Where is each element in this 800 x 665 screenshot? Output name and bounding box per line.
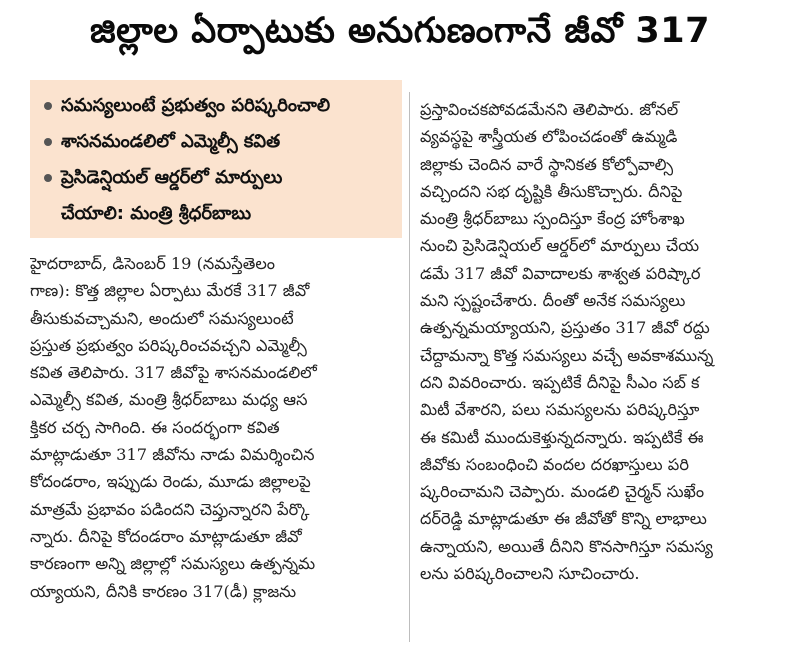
text-line: మిటీ వేశారని, పలు సమస్యలను పరిష్కరిస్తూ bbox=[420, 400, 700, 420]
highlight-text: సమస్యలుంటే ప్రభుత్వం పరిష్కరించాలి bbox=[61, 95, 331, 116]
text-line: ఉత్పన్నమయ్యాయని, ప్రస్తుతం 317 జీవో రద్దు bbox=[420, 318, 710, 338]
text-line: నుంచి ప్రెసిడెన్షియల్ ఆర్డర్‌లో మార్పులు చేయ bbox=[420, 236, 700, 256]
highlight-text: శాసనమండలిలో ఎమ్మెల్సీ కవిత bbox=[61, 131, 281, 152]
text-line: వ్యవస్థపై శాస్త్రీయత లోపించడంతో ఉమ్మడి bbox=[420, 127, 678, 147]
bullet-icon bbox=[44, 138, 52, 146]
text-line: మాట్లాడుతూ 317 జీవోను నాడు విమర్శించిన bbox=[30, 445, 315, 465]
article-column-right bbox=[420, 96, 784, 587]
highlight-item bbox=[44, 124, 396, 160]
highlight-item bbox=[44, 160, 396, 232]
text-line: మని స్పష్టంచేశారు. దీంతో అనేక సమస్యలు bbox=[420, 291, 686, 311]
text-line: దర్‌రెడ్డి మాట్లాడుతూ ఈ జీవోతో కొన్ని లాభాలు bbox=[420, 509, 707, 529]
text-line: క్తికర చర్చ సాగింది. ఈ సందర్భంగా కవిత bbox=[30, 417, 280, 437]
text-line: కవిత తెలిపారు. 317 జీవోపై శాసనమండలిలో bbox=[30, 363, 317, 383]
text-line: దని వివరించారు. ఇప్పటికే దీనిపై సీఎం సబ్ క bbox=[420, 372, 700, 392]
text-line: మంత్రి శ్రీధర్‌బాబు స్పందిస్తూ కేంద్ర హోంశాఖ bbox=[420, 209, 685, 229]
text-line: కారణంగా అన్ని జిల్లాల్లో సమస్యలు ఉత్పన్నమ bbox=[30, 554, 316, 574]
text-line: న్నారు. దీనిపై కోదండరాం మాట్లాడుతూ జీవో bbox=[30, 526, 302, 546]
highlights-box bbox=[30, 80, 402, 238]
text-line: ఎమ్మెల్సీ కవిత, మంత్రి శ్రీధర్‌బాబు మధ్య ఆస bbox=[30, 390, 308, 410]
text-line: ఈ కమిటీ ముందుకెళ్తున్నదన్నారు. ఇప్పటికే ఈ bbox=[420, 427, 704, 447]
text-line: తీసుకువచ్చామని, అందులో సమస్యలుంటే bbox=[30, 308, 294, 328]
bullet-icon bbox=[44, 102, 52, 110]
headline: జిల్లాల ఏర్పాటుకు అనుగుణంగానే జీవో 317 bbox=[90, 11, 710, 51]
highlight-text: ప్రెసిడెన్షియల్ ఆర్డర్‌లో మార్పులు చేయాలి: మంత్రి శ్రీధర్‌బాబు bbox=[61, 167, 283, 224]
text-line: ప్రస్తుత ప్రభుత్వం పరిష్కరించవచ్చని ఎమ్మెల్సీ bbox=[30, 335, 307, 355]
text-line: ఉన్నాయని, అయితే దీనిని కొనసాగిస్తూ సమస్య bbox=[420, 536, 713, 556]
column-divider bbox=[409, 92, 410, 642]
text-line: య్యాయని, దీనికి కారణం 317(డీ) క్లాజను bbox=[30, 581, 297, 601]
text-line: గాణ): కొత్త జిల్లాల ఏర్పాటు మేరకే 317 జీవో bbox=[30, 281, 310, 301]
text-line: మాత్రమే ప్రభావం పడిందని చెప్తున్నారని పేర్కొ bbox=[30, 499, 310, 519]
text-line: జిల్లాకు చెందిన వారే స్థానికత కోల్పోవాల్సి bbox=[420, 154, 674, 174]
text-line: ష్కరించామని చెప్పారు. మండలి చైర్మన్ సుఖేం bbox=[420, 482, 705, 502]
text-line: ప్రస్తావించకపోవడమేనని తెలిపారు. జోనల్ bbox=[420, 100, 679, 119]
text-line: జీవోకు సంబంధించి వందల దరఖాస్తులు పరి bbox=[420, 454, 689, 474]
text-line: చేద్దామన్నా కొత్త సమస్యలు వచ్చే అవకాశమున్న bbox=[420, 345, 714, 365]
highlight-item bbox=[44, 88, 396, 124]
text-line: వచ్చిందని సభ దృష్టికి తీసుకొచ్చారు. దీనిపై bbox=[420, 181, 683, 201]
text-line: కోదండరాం, ఇప్పుడు రెండు, మూడు జిల్లాలపై bbox=[30, 472, 311, 492]
text-line: లను పరిష్కరించాలని సూచించారు. bbox=[420, 564, 640, 584]
article-column-left bbox=[30, 250, 402, 605]
bullet-icon bbox=[44, 174, 52, 182]
text-line: హైదరాబాద్, డిసెంబర్ 19 (నమస్తేతెలం bbox=[30, 254, 276, 273]
text-line: డమే 317 జీవో వివాదాలకు శాశ్వత పరిష్కార bbox=[420, 263, 701, 283]
